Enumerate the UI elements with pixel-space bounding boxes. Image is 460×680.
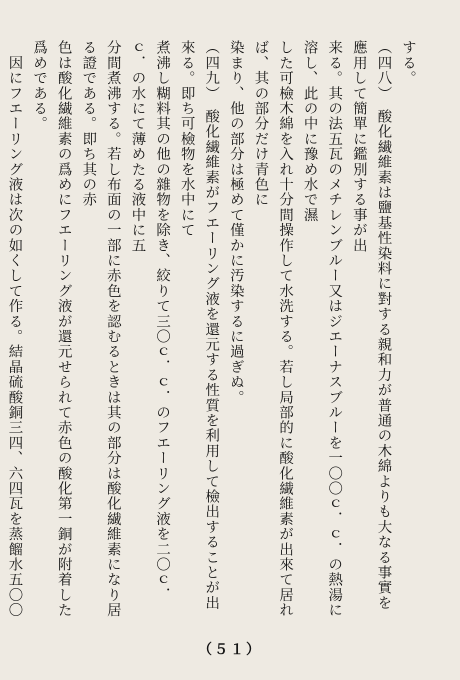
page-number: （５１） [198, 642, 262, 658]
paragraph-48: （四八） 酸化繊維素は鹽基性染料に對する親和力が普通の木綿よりも大なる事實を應用して簡單に鑑別する事が出 来る。其の法五瓦のメチレンブルー又はジエーナスブルーを一〇〇ｃ．ｃ．の熱湯に溶し、此の中に豫め水で濕 した可檢木綿を入れ十分間操作して水洗する。若し局部的に酸化繊維素が出來て居れば、其の部分だけ青色に 染まり、他の部分は極めて僅かに汚染するに過ぎぬ。 [227, 40, 392, 618]
paragraph-continuation: する。 [400, 40, 416, 86]
paragraph-49: （四九） 酸化繊維素がフエーリング液を還元する性質を利用して檢出することが出來る。即ち可檢物を水中にて 煮沸し糊料其の他の雜物を除き、絞りて三〇ｃ．ｃ．のフエーリング液を二〇ｃ．ｃ．の水にて薄めたる液中に五 分間煮沸する。若し布面の一部に赤色を認むるときは其の部分は酸化繊維素になり居る證である。即ち其の赤 色は酸化繊維素の爲めにフエーリング液が還元せられて赤色の酸化第一銅が附着した爲めである。 因にフエーリング液は次の如くして作る。結晶硫酸銅三四、六四瓦を蒸餾水五〇〇 [6, 40, 220, 618]
vertical-text-block [6, 40, 420, 625]
